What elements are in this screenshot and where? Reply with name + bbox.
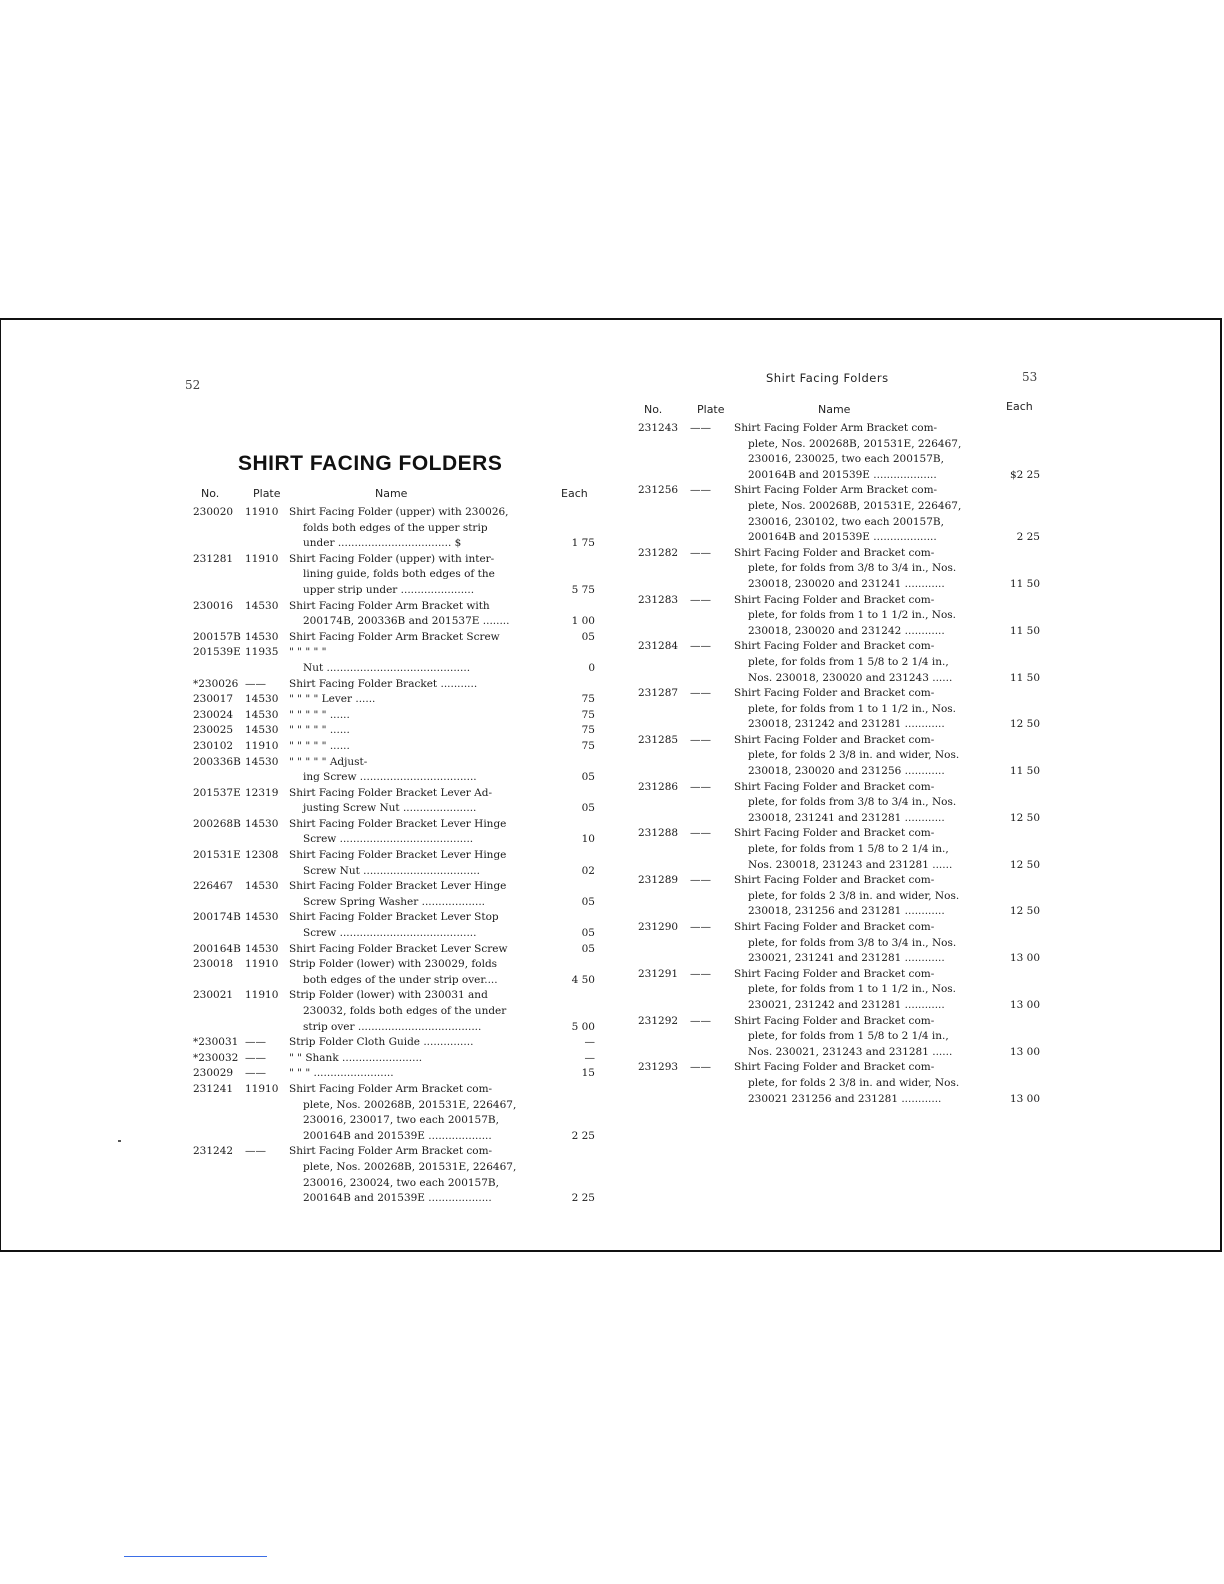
- price-each: 05: [581, 942, 595, 955]
- table-row: [193, 1066, 595, 1082]
- part-name-line: 200164B and 201539E ...................: [303, 1129, 492, 1142]
- part-name-line: " " Shank ........................: [289, 1051, 423, 1064]
- part-name: [734, 873, 1004, 920]
- page-number-right: 53: [1022, 370, 1038, 384]
- part-name: [289, 599, 559, 630]
- part-name-line: " " " " " ......: [289, 739, 350, 752]
- price-each: —: [584, 1051, 595, 1064]
- part-name: [289, 1082, 559, 1144]
- part-name: [289, 848, 559, 879]
- part-name: [734, 546, 1004, 593]
- table-row: [193, 677, 595, 693]
- plate-number: ——: [690, 874, 711, 887]
- part-name-line: Screw Nut ...................................: [303, 864, 480, 877]
- part-name-line: Shirt Facing Folder Bracket ...........: [289, 677, 478, 690]
- table-row: [193, 879, 595, 910]
- part-name-line: Shirt Facing Folder Arm Bracket com-: [289, 1082, 493, 1095]
- table-row: [193, 957, 595, 988]
- plate-number: ——: [245, 1036, 266, 1049]
- part-number: 226467: [193, 880, 234, 893]
- column-header-plate: Plate: [253, 487, 281, 500]
- part-name-line: plete, for folds from 1 5/8 to 2 1/4 in.,: [748, 1030, 949, 1043]
- table-row: [193, 817, 595, 848]
- price-each: 05: [581, 927, 595, 940]
- part-name-line: 230018, 231256 and 231281 ............: [748, 905, 945, 918]
- table-row: [193, 723, 595, 739]
- table-row: [193, 1082, 595, 1144]
- plate-number: 14530: [245, 630, 279, 643]
- table-row: [638, 873, 1040, 920]
- part-number: 231286: [638, 780, 679, 793]
- part-name-line: plete, for folds from 1 to 1 1/2 in., Nos.: [748, 609, 957, 622]
- plate-number: 14530: [245, 599, 279, 612]
- table-row: [193, 630, 595, 646]
- column-header-name: Name: [818, 403, 851, 416]
- table-row: [638, 1014, 1040, 1061]
- plate-number: ——: [245, 1067, 266, 1080]
- part-name-line: Shirt Facing Folder Arm Bracket com-: [734, 484, 938, 497]
- plate-number: ——: [690, 422, 711, 434]
- plate-number: ——: [690, 967, 711, 980]
- part-name-line: Nut ...........................................: [303, 661, 471, 674]
- part-name-line: 230021, 231241 and 231281 ............: [748, 952, 945, 965]
- price-each: —: [584, 1036, 595, 1049]
- part-name: [289, 786, 559, 817]
- part-number: 230025: [193, 724, 234, 737]
- part-name-line: both edges of the under strip over....: [303, 973, 498, 986]
- table-row: [193, 645, 595, 676]
- part-number: 231242: [193, 1145, 234, 1158]
- part-name: [289, 630, 559, 646]
- plate-number: 14530: [245, 880, 279, 893]
- part-name: [289, 817, 559, 848]
- price-each: 13 00: [1009, 952, 1040, 965]
- table-row: [638, 967, 1040, 1014]
- price-each: 13 00: [1009, 1045, 1040, 1058]
- table-row: [193, 942, 595, 958]
- part-name-line: Shirt Facing Folder and Bracket com-: [734, 640, 935, 653]
- table-row: [193, 692, 595, 708]
- part-name-line: Shirt Facing Folder and Bracket com-: [734, 1014, 935, 1027]
- price-each: 13 00: [1009, 1092, 1040, 1105]
- column-header-plate: Plate: [697, 403, 725, 416]
- price-each: 11 50: [1009, 671, 1040, 684]
- part-name: [734, 967, 1004, 1014]
- price-each: 75: [581, 739, 595, 752]
- part-name-line: Nos. 230018, 231243 and 231281 ......: [748, 858, 953, 871]
- part-name: [289, 755, 559, 786]
- part-name-line: plete, for folds from 1 5/8 to 2 1/4 in.,: [748, 655, 949, 668]
- part-name-line: plete, Nos. 200268B, 201531E, 226467,: [748, 437, 962, 450]
- part-name-line: Shirt Facing Folder Bracket Lever Stop: [289, 911, 499, 924]
- price-each: 11 50: [1009, 577, 1040, 590]
- part-name-line: " " " " " Adjust-: [289, 755, 368, 768]
- part-name-line: plete, for folds from 3/8 to 3/4 in., Nos.: [748, 562, 957, 575]
- plate-number: ——: [245, 1145, 266, 1158]
- part-name-line: Shirt Facing Folder Arm Bracket com-: [734, 422, 938, 434]
- price-each: 5 75: [571, 583, 595, 596]
- part-name-line: Shirt Facing Folder and Bracket com-: [734, 687, 935, 700]
- plate-number: 11910: [245, 989, 279, 1002]
- part-name: [289, 645, 559, 676]
- table-row: [193, 1035, 595, 1051]
- table-row: [193, 786, 595, 817]
- part-number: 231241: [193, 1082, 234, 1095]
- table-row: [193, 552, 595, 599]
- part-name: [289, 910, 559, 941]
- part-name-line: plete, for folds from 1 to 1 1/2 in., Nos.: [748, 983, 957, 996]
- plate-number: ——: [690, 687, 711, 700]
- price-each: $2 25: [1009, 468, 1040, 481]
- part-name-line: Shirt Facing Folder (upper) with 230026,: [289, 506, 509, 518]
- part-number: 231281: [193, 552, 234, 565]
- part-name-line: Nos. 230018, 230020 and 231243 ......: [748, 671, 953, 684]
- page-title: SHIRT FACING FOLDERS: [238, 452, 503, 475]
- part-number: 231282: [638, 546, 679, 559]
- plate-number: ——: [690, 546, 711, 559]
- part-name-line: Shirt Facing Folder Bracket Lever Hinge: [289, 817, 507, 830]
- part-name: [289, 1051, 559, 1067]
- part-name-line: Shirt Facing Folder and Bracket com-: [734, 874, 935, 887]
- part-name-line: " " " " " ......: [289, 724, 350, 737]
- part-number: 200268B: [193, 817, 241, 830]
- part-name-line: Shirt Facing Folder and Bracket com-: [734, 780, 935, 793]
- plate-number: 14530: [245, 911, 279, 924]
- table-row: [638, 780, 1040, 827]
- plate-number: 11910: [245, 958, 279, 971]
- part-name-line: Shirt Facing Folder (upper) with inter-: [289, 552, 495, 565]
- price-each: 12 50: [1009, 858, 1040, 871]
- part-name-line: upper strip under ......................: [303, 583, 475, 596]
- part-number: 231292: [638, 1014, 679, 1027]
- part-name-line: Shirt Facing Folder Arm Bracket with: [289, 599, 490, 612]
- plate-number: 12319: [245, 786, 279, 799]
- part-name: [289, 1035, 559, 1051]
- part-name-line: Shirt Facing Folder Bracket Lever Screw: [289, 942, 508, 955]
- part-name-line: Shirt Facing Folder Arm Bracket Screw: [289, 630, 500, 643]
- part-number: *230032: [193, 1051, 239, 1064]
- price-each: 11 50: [1009, 624, 1040, 637]
- part-name-line: Shirt Facing Folder and Bracket com-: [734, 827, 935, 840]
- plate-number: 14530: [245, 693, 279, 706]
- price-each: 1 00: [571, 615, 595, 628]
- part-name-line: Shirt Facing Folder and Bracket com-: [734, 593, 935, 606]
- table-row: [193, 910, 595, 941]
- part-name-line: 230016, 230024, two each 200157B,: [303, 1176, 499, 1189]
- part-name: [289, 677, 559, 693]
- part-name-line: 200164B and 201539E ...................: [748, 531, 937, 544]
- part-name-line: Shirt Facing Folder and Bracket com-: [734, 921, 935, 933]
- table-row: [193, 1051, 595, 1067]
- footer-rule: [124, 1556, 267, 1557]
- table-row: [638, 733, 1040, 780]
- price-each: 05: [581, 895, 595, 908]
- part-name-line: justing Screw Nut ......................: [303, 802, 477, 815]
- plate-number: ——: [690, 733, 711, 746]
- part-number: 231288: [638, 827, 679, 840]
- price-each: 2 25: [1016, 531, 1040, 544]
- part-name-line: Shirt Facing Folder and Bracket com-: [734, 967, 935, 980]
- plate-number: 11910: [245, 739, 279, 752]
- table-row: [638, 920, 1040, 967]
- part-name: [289, 739, 559, 755]
- plate-number: 14530: [245, 755, 279, 768]
- part-name-line: Shirt Facing Folder Bracket Lever Ad-: [289, 786, 493, 799]
- column-header-no: No.: [644, 403, 663, 416]
- part-name-line: plete, for folds 2 3/8 in. and wider, Nos.: [748, 1076, 960, 1089]
- part-name-line: plete, for folds from 1 to 1 1/2 in., Nos.: [748, 702, 957, 715]
- column-header-no: No.: [201, 487, 220, 500]
- part-number: 230024: [193, 708, 234, 721]
- part-name: [289, 988, 559, 1035]
- part-name: [734, 1014, 1004, 1061]
- price-each: 5 00: [571, 1020, 595, 1033]
- price-each: 75: [581, 693, 595, 706]
- price-each: 2 25: [571, 1192, 595, 1205]
- price-each: 75: [581, 708, 595, 721]
- plate-number: 14530: [245, 724, 279, 737]
- price-each: 75: [581, 724, 595, 737]
- scan-speck: [118, 1140, 121, 1142]
- part-name-line: 230032, folds both edges of the under: [303, 1005, 507, 1017]
- part-name-line: lining guide, folds both edges of the: [303, 568, 495, 581]
- price-each: 05: [581, 771, 595, 784]
- part-name-line: " " " " ": [289, 646, 327, 659]
- part-number: 231283: [638, 593, 679, 606]
- plate-number: 11910: [245, 506, 279, 518]
- part-name-line: Nos. 230021, 231243 and 231281 ......: [748, 1045, 953, 1058]
- table-row: [638, 1060, 1040, 1107]
- part-name-line: Shirt Facing Folder and Bracket com-: [734, 546, 935, 559]
- plate-number: ——: [690, 593, 711, 606]
- part-number: 201537E: [193, 786, 241, 799]
- parts-list-right: [638, 421, 1040, 1107]
- part-number: 201539E: [193, 646, 241, 659]
- table-row: [638, 483, 1040, 545]
- part-number: 230016: [193, 599, 234, 612]
- plate-number: ——: [690, 1061, 711, 1074]
- part-number: 230102: [193, 739, 234, 752]
- table-row: [638, 639, 1040, 686]
- table-row: [193, 755, 595, 786]
- part-name-line: plete, for folds from 3/8 to 3/4 in., Nos.: [748, 796, 957, 809]
- price-each: 15: [581, 1067, 595, 1080]
- part-name-line: Shirt Facing Folder Bracket Lever Hinge: [289, 880, 507, 893]
- part-name-line: " " " " Lever ......: [289, 693, 376, 706]
- part-name-line: plete, for folds from 3/8 to 3/4 in., Nos.: [748, 936, 957, 949]
- part-name-line: plete, Nos. 200268B, 201531E, 226467,: [748, 499, 962, 512]
- part-name-line: Strip Folder (lower) with 230029, folds: [289, 958, 498, 971]
- running-head: Shirt Facing Folders: [766, 371, 889, 385]
- plate-number: ——: [690, 1014, 711, 1027]
- part-number: 230017: [193, 693, 234, 706]
- price-each: 11 50: [1009, 765, 1040, 778]
- part-name: [289, 708, 559, 724]
- table-row: [193, 739, 595, 755]
- price-each: 1 75: [571, 537, 595, 550]
- part-name-line: Shirt Facing Folder and Bracket com-: [734, 1061, 935, 1074]
- part-name-line: Strip Folder Cloth Guide ...............: [289, 1036, 474, 1049]
- part-number: 200174B: [193, 911, 241, 924]
- table-row: [193, 1144, 595, 1206]
- part-number: 230020: [193, 506, 234, 518]
- part-name-line: plete, for folds 2 3/8 in. and wider, Nos.: [748, 889, 960, 902]
- table-row: [193, 708, 595, 724]
- part-number: *230031: [193, 1036, 239, 1049]
- plate-number: ——: [690, 640, 711, 653]
- part-number: 201531E: [193, 849, 241, 862]
- plate-number: ——: [690, 827, 711, 840]
- part-name-line: " " " ........................: [289, 1067, 394, 1080]
- plate-number: 14530: [245, 708, 279, 721]
- part-name-line: 230021 231256 and 231281 ............: [748, 1092, 942, 1105]
- part-name-line: plete, Nos. 200268B, 201531E, 226467,: [303, 1098, 517, 1111]
- part-name: [734, 733, 1004, 780]
- part-name: [734, 780, 1004, 827]
- plate-number: ——: [690, 780, 711, 793]
- price-each: 4 50: [571, 973, 595, 986]
- part-name-line: Shirt Facing Folder Arm Bracket com-: [289, 1145, 493, 1158]
- part-name-line: Screw .........................................: [303, 927, 477, 940]
- plate-number: ——: [245, 1051, 266, 1064]
- part-name: [289, 505, 559, 552]
- part-name-line: plete, for folds from 1 5/8 to 2 1/4 in.,: [748, 843, 949, 856]
- part-name-line: plete, Nos. 200268B, 201531E, 226467,: [303, 1160, 517, 1173]
- part-name-line: 200174B, 200336B and 201537E ........: [303, 615, 510, 628]
- part-name: [289, 1144, 559, 1206]
- part-name: [289, 1066, 559, 1082]
- column-header-each: Each: [561, 487, 588, 500]
- price-each: 12 50: [1009, 811, 1040, 824]
- table-row: [193, 988, 595, 1035]
- part-number: 231287: [638, 687, 679, 700]
- part-name: [734, 593, 1004, 640]
- price-each: 12 50: [1009, 905, 1040, 918]
- part-name-line: strip over .....................................: [303, 1020, 482, 1033]
- part-number: 230029: [193, 1067, 234, 1080]
- table-row: [193, 599, 595, 630]
- part-name: [289, 723, 559, 739]
- price-each: 10: [581, 833, 595, 846]
- part-name: [734, 1060, 1004, 1107]
- part-name-line: 230016, 230017, two each 200157B,: [303, 1114, 499, 1127]
- table-row: [638, 826, 1040, 873]
- part-name: [734, 421, 1004, 483]
- part-name: [289, 692, 559, 708]
- plate-number: ——: [690, 921, 711, 933]
- column-header-name: Name: [375, 487, 408, 500]
- plate-number: 11910: [245, 552, 279, 565]
- column-header-each: Each: [1006, 400, 1033, 413]
- part-number: 231293: [638, 1061, 679, 1074]
- part-name-line: under .................................. $: [303, 537, 462, 550]
- table-row: [638, 546, 1040, 593]
- plate-number: 12308: [245, 849, 279, 862]
- part-number: 200336B: [193, 755, 241, 768]
- part-number: 230021: [193, 989, 234, 1002]
- part-name: [734, 920, 1004, 967]
- part-number: 200157B: [193, 630, 241, 643]
- part-name-line: Shirt Facing Folder Bracket Lever Hinge: [289, 849, 507, 862]
- plate-number: 14530: [245, 817, 279, 830]
- part-number: 231290: [638, 921, 679, 933]
- part-name-line: " " " " " ......: [289, 708, 350, 721]
- table-row: [193, 505, 595, 552]
- part-number: 231243: [638, 422, 679, 434]
- price-each: 12 50: [1009, 718, 1040, 731]
- price-each: 2 25: [571, 1129, 595, 1142]
- plate-number: 11910: [245, 1082, 279, 1095]
- plate-number: 14530: [245, 942, 279, 955]
- part-name-line: Strip Folder (lower) with 230031 and: [289, 989, 488, 1002]
- part-number: 231289: [638, 874, 679, 887]
- part-name: [289, 957, 559, 988]
- table-row: [638, 593, 1040, 640]
- part-name-line: 230018, 231241 and 231281 ............: [748, 811, 945, 824]
- page-number-left: 52: [185, 378, 201, 392]
- price-each: 13 00: [1009, 998, 1040, 1011]
- table-row: [638, 686, 1040, 733]
- table-row: [193, 848, 595, 879]
- part-number: 200164B: [193, 942, 241, 955]
- price-each: 02: [581, 864, 595, 877]
- price-each: 05: [581, 802, 595, 815]
- part-name: [734, 686, 1004, 733]
- part-name: [734, 639, 1004, 686]
- part-number: 231256: [638, 484, 679, 497]
- part-name: [289, 552, 559, 599]
- part-name-line: folds both edges of the upper strip: [303, 521, 488, 534]
- part-name-line: 230018, 230020 and 231242 ............: [748, 624, 945, 637]
- part-name-line: Screw ........................................: [303, 833, 474, 846]
- plate-number: ——: [245, 677, 266, 690]
- part-number: 231285: [638, 733, 679, 746]
- part-name-line: Shirt Facing Folder and Bracket com-: [734, 733, 935, 746]
- part-number: 231284: [638, 640, 679, 653]
- part-name-line: 230021, 231242 and 231281 ............: [748, 998, 945, 1011]
- part-number: 230018: [193, 958, 234, 971]
- part-name-line: Screw Spring Washer ...................: [303, 895, 486, 908]
- part-name: [734, 826, 1004, 873]
- plate-number: 11935: [245, 646, 279, 659]
- parts-list-left: [193, 505, 595, 1207]
- table-row: [638, 421, 1040, 483]
- part-name: [289, 879, 559, 910]
- part-name-line: 230016, 230025, two each 200157B,: [748, 453, 944, 466]
- part-name-line: ing Screw ...................................: [303, 771, 477, 784]
- price-each: 0: [588, 661, 595, 674]
- part-name-line: 230016, 230102, two each 200157B,: [748, 515, 944, 528]
- part-name-line: 200164B and 201539E ...................: [303, 1192, 492, 1205]
- price-each: 05: [581, 630, 595, 643]
- part-number: 231291: [638, 967, 679, 980]
- part-name-line: 230018, 231242 and 231281 ............: [748, 718, 945, 731]
- part-name-line: 230018, 230020 and 231241 ............: [748, 577, 945, 590]
- part-name-line: 230018, 230020 and 231256 ............: [748, 765, 945, 778]
- part-number: *230026: [193, 677, 239, 690]
- part-name: [734, 483, 1004, 545]
- part-name: [289, 942, 559, 958]
- part-name-line: 200164B and 201539E ...................: [748, 468, 937, 481]
- part-name-line: plete, for folds 2 3/8 in. and wider, Nos.: [748, 749, 960, 762]
- plate-number: ——: [690, 484, 711, 497]
